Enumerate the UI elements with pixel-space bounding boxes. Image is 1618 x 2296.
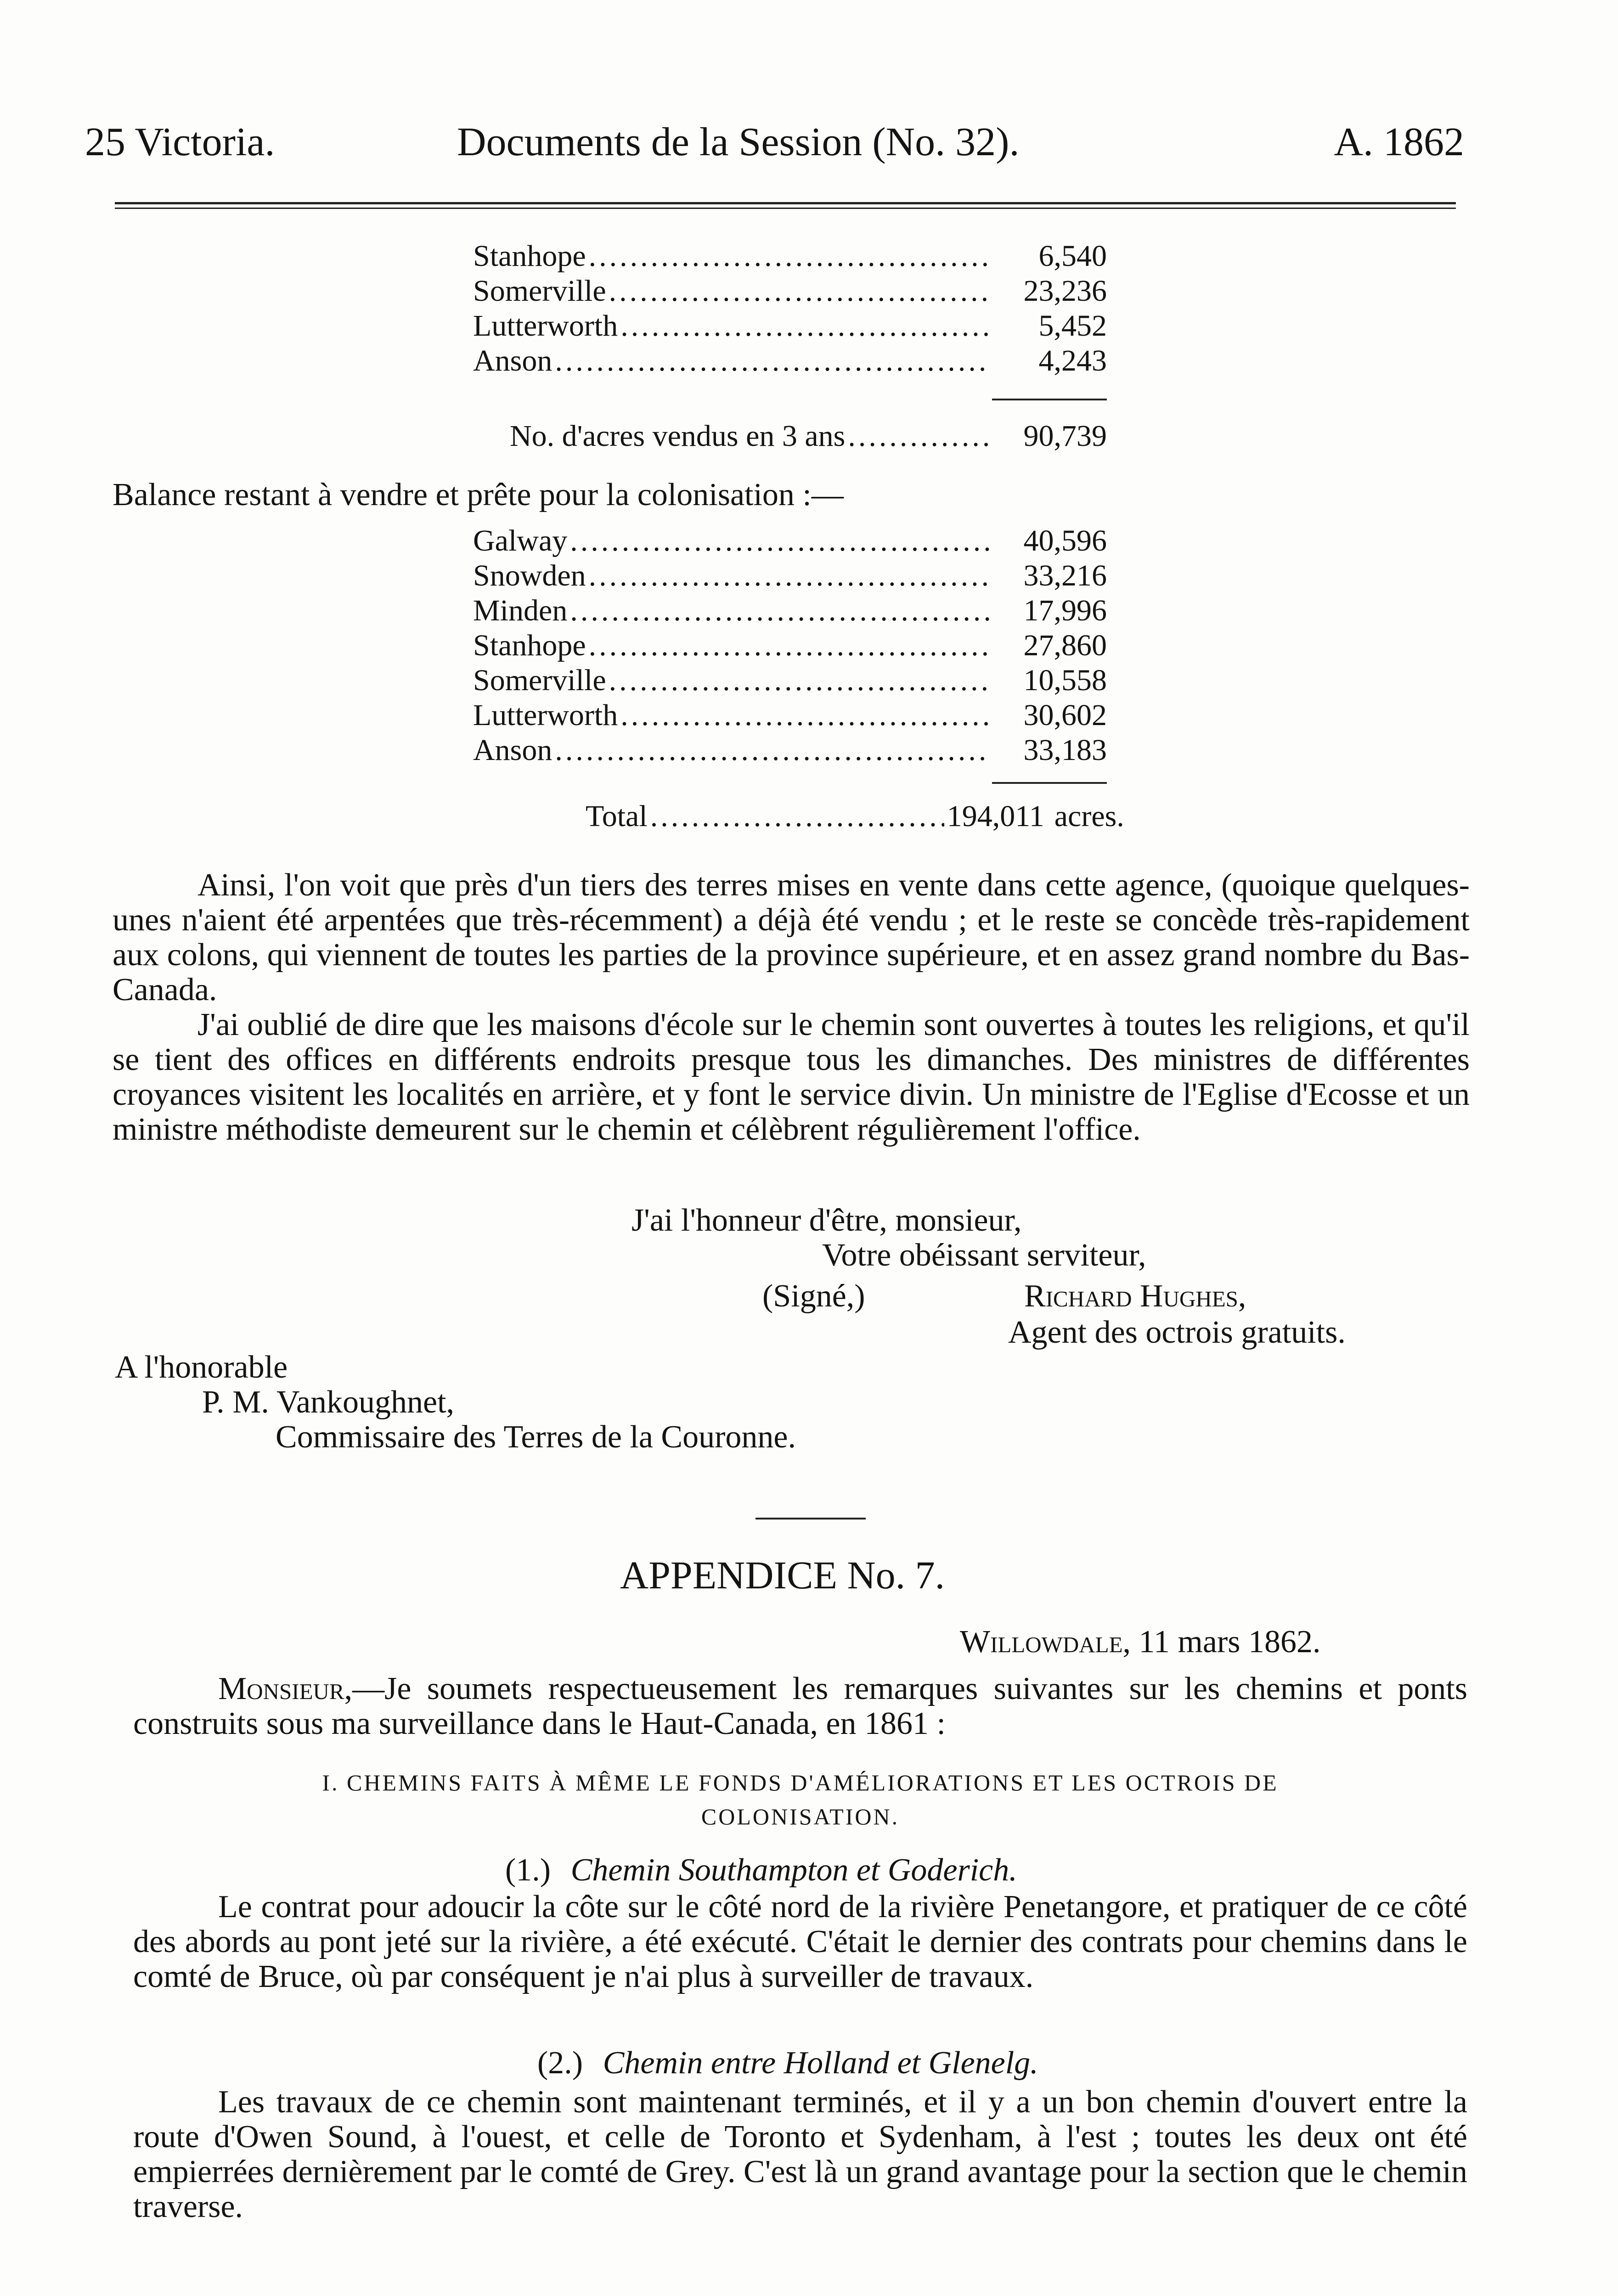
subsection-text-1: Le contrat pour adoucir la côte sur le côté nord de la rivière Penetangore, et pratiquer de ce côté des abords au pont jeté sur la rivière, a été exécuté. C'était le dernier des contrats pour chemins dans le comté de Bruce, où par conséquent je n'ai plus à surveiller de travaux.	[133, 1889, 1467, 1994]
balance-total: Total ..... 194,011 acres.	[586, 799, 1229, 834]
balance-table	[473, 523, 1107, 768]
sold-table	[473, 239, 1107, 378]
table-row: Stanhope ..... 27,860	[473, 628, 1107, 663]
header-session: 25 Victoria.	[85, 120, 275, 164]
addressee-line: A l'honorable	[115, 1350, 288, 1385]
body-text	[113, 868, 1470, 1147]
table-row: Somerville ..... 10,558	[473, 663, 1107, 698]
table-row: Galway ..... 40,596	[473, 523, 1107, 558]
signatory-name: Richard Hughes,	[1024, 1278, 1246, 1314]
section-divider	[755, 1518, 866, 1519]
addressee-office: Commissaire des Terres de la Couronne.	[276, 1419, 796, 1455]
sold-total: No. d'acres vendus en 3 ans ..... 90,739	[510, 419, 1107, 454]
dateline-date: 11 mars 1862.	[1139, 1624, 1321, 1660]
header-title: Documents de la Session (No. 32).	[457, 120, 1020, 164]
table-row: Stanhope ..... 6,540	[473, 239, 1107, 274]
header-rule	[115, 202, 1456, 204]
table-row: Somerville ..... 23,236	[473, 274, 1107, 309]
closing-line: J'ai l'honneur d'être, monsieur,	[631, 1203, 1022, 1238]
addressee-name: P. M. Vankoughnet,	[202, 1384, 455, 1420]
table-row: Snowden ..... 33,216	[473, 558, 1107, 593]
header-year: A. 1862	[1334, 120, 1464, 164]
section-heading: I. CHEMINS FAITS À MÊME LE FONDS D'AMÉLIORATIONS ET LES OCTROIS DE COLONISATION.	[322, 1770, 1279, 1829]
paragraph: Ainsi, l'on voit que près d'un tiers des terres mises en vente dans cette agence, (quoique quelques-unes n'aient été arpentées que très-récemment) a déjà été vendu ; et le reste se concède très-rapidement aux colons, qui viennent de toutes les parties de la province supérieure, et en assez grand nombre du Bas-Canada.	[113, 867, 1470, 1007]
page-header	[0, 117, 1618, 168]
signed-mark: (Signé,)	[762, 1278, 865, 1314]
table-row: Anson ..... 33,183	[473, 733, 1107, 768]
total-rule	[992, 782, 1107, 784]
table-row: Minden ..... 17,996	[473, 593, 1107, 628]
table-row: Lutterworth ..... 5,452	[473, 309, 1107, 343]
appendix-intro	[133, 1671, 1467, 1741]
subsection-heading-1: (1.) Chemin Southampton et Goderich.	[505, 1852, 1017, 1888]
balance-heading: Balance restant à vendre et prête pour la colonisation :—	[113, 477, 844, 512]
subtotal-rule	[992, 399, 1107, 400]
appendix-title: APPENDICE No. 7.	[620, 1553, 945, 1597]
signatory-title: Agent des octrois gratuits.	[1008, 1315, 1346, 1350]
salutation: Monsieur,	[218, 1671, 353, 1706]
intro-text: —Je soumets respectueusement les remarques suivantes sur les chemins et ponts construits sous ma surveillance dans le Haut-Canada, en 1861 :	[133, 1671, 1467, 1741]
subsection-heading-2: (2.) Chemin entre Holland et Glenelg.	[537, 2045, 1038, 2081]
header-rule-double	[115, 208, 1456, 209]
table-row: Lutterworth ..... 30,602	[473, 698, 1107, 733]
paragraph: J'ai oublié de dire que les maisons d'école sur le chemin sont ouvertes à toutes les religions, et qu'il se tient des offices en différents endroits presque tous les dimanches. Des ministres de différentes croyances visitent les localités en arrière, et y font le service divin. Un ministre de l'Eglise d'Ecosse et un ministre méthodiste demeurent sur le chemin et célèbrent régulièrement l'office.	[113, 1007, 1470, 1147]
closing-line: Votre obéissant serviteur,	[822, 1238, 1146, 1273]
table-row: Anson ..... 4,243	[473, 343, 1107, 378]
dateline-place: Willowdale,	[960, 1624, 1131, 1660]
dateline	[960, 1625, 1321, 1660]
subsection-text-2: Les travaux de ce chemin sont maintenant terminés, et il y a un bon chemin d'ouvert entre la route d'Owen Sound, à l'ouest, et celle de Toronto et Sydenham, à l'est ; toutes les deux ont été empierrées dernièrement par le comté de Grey. C'est là un grand avantage pour la section que le chemin traverse.	[133, 2084, 1467, 2224]
